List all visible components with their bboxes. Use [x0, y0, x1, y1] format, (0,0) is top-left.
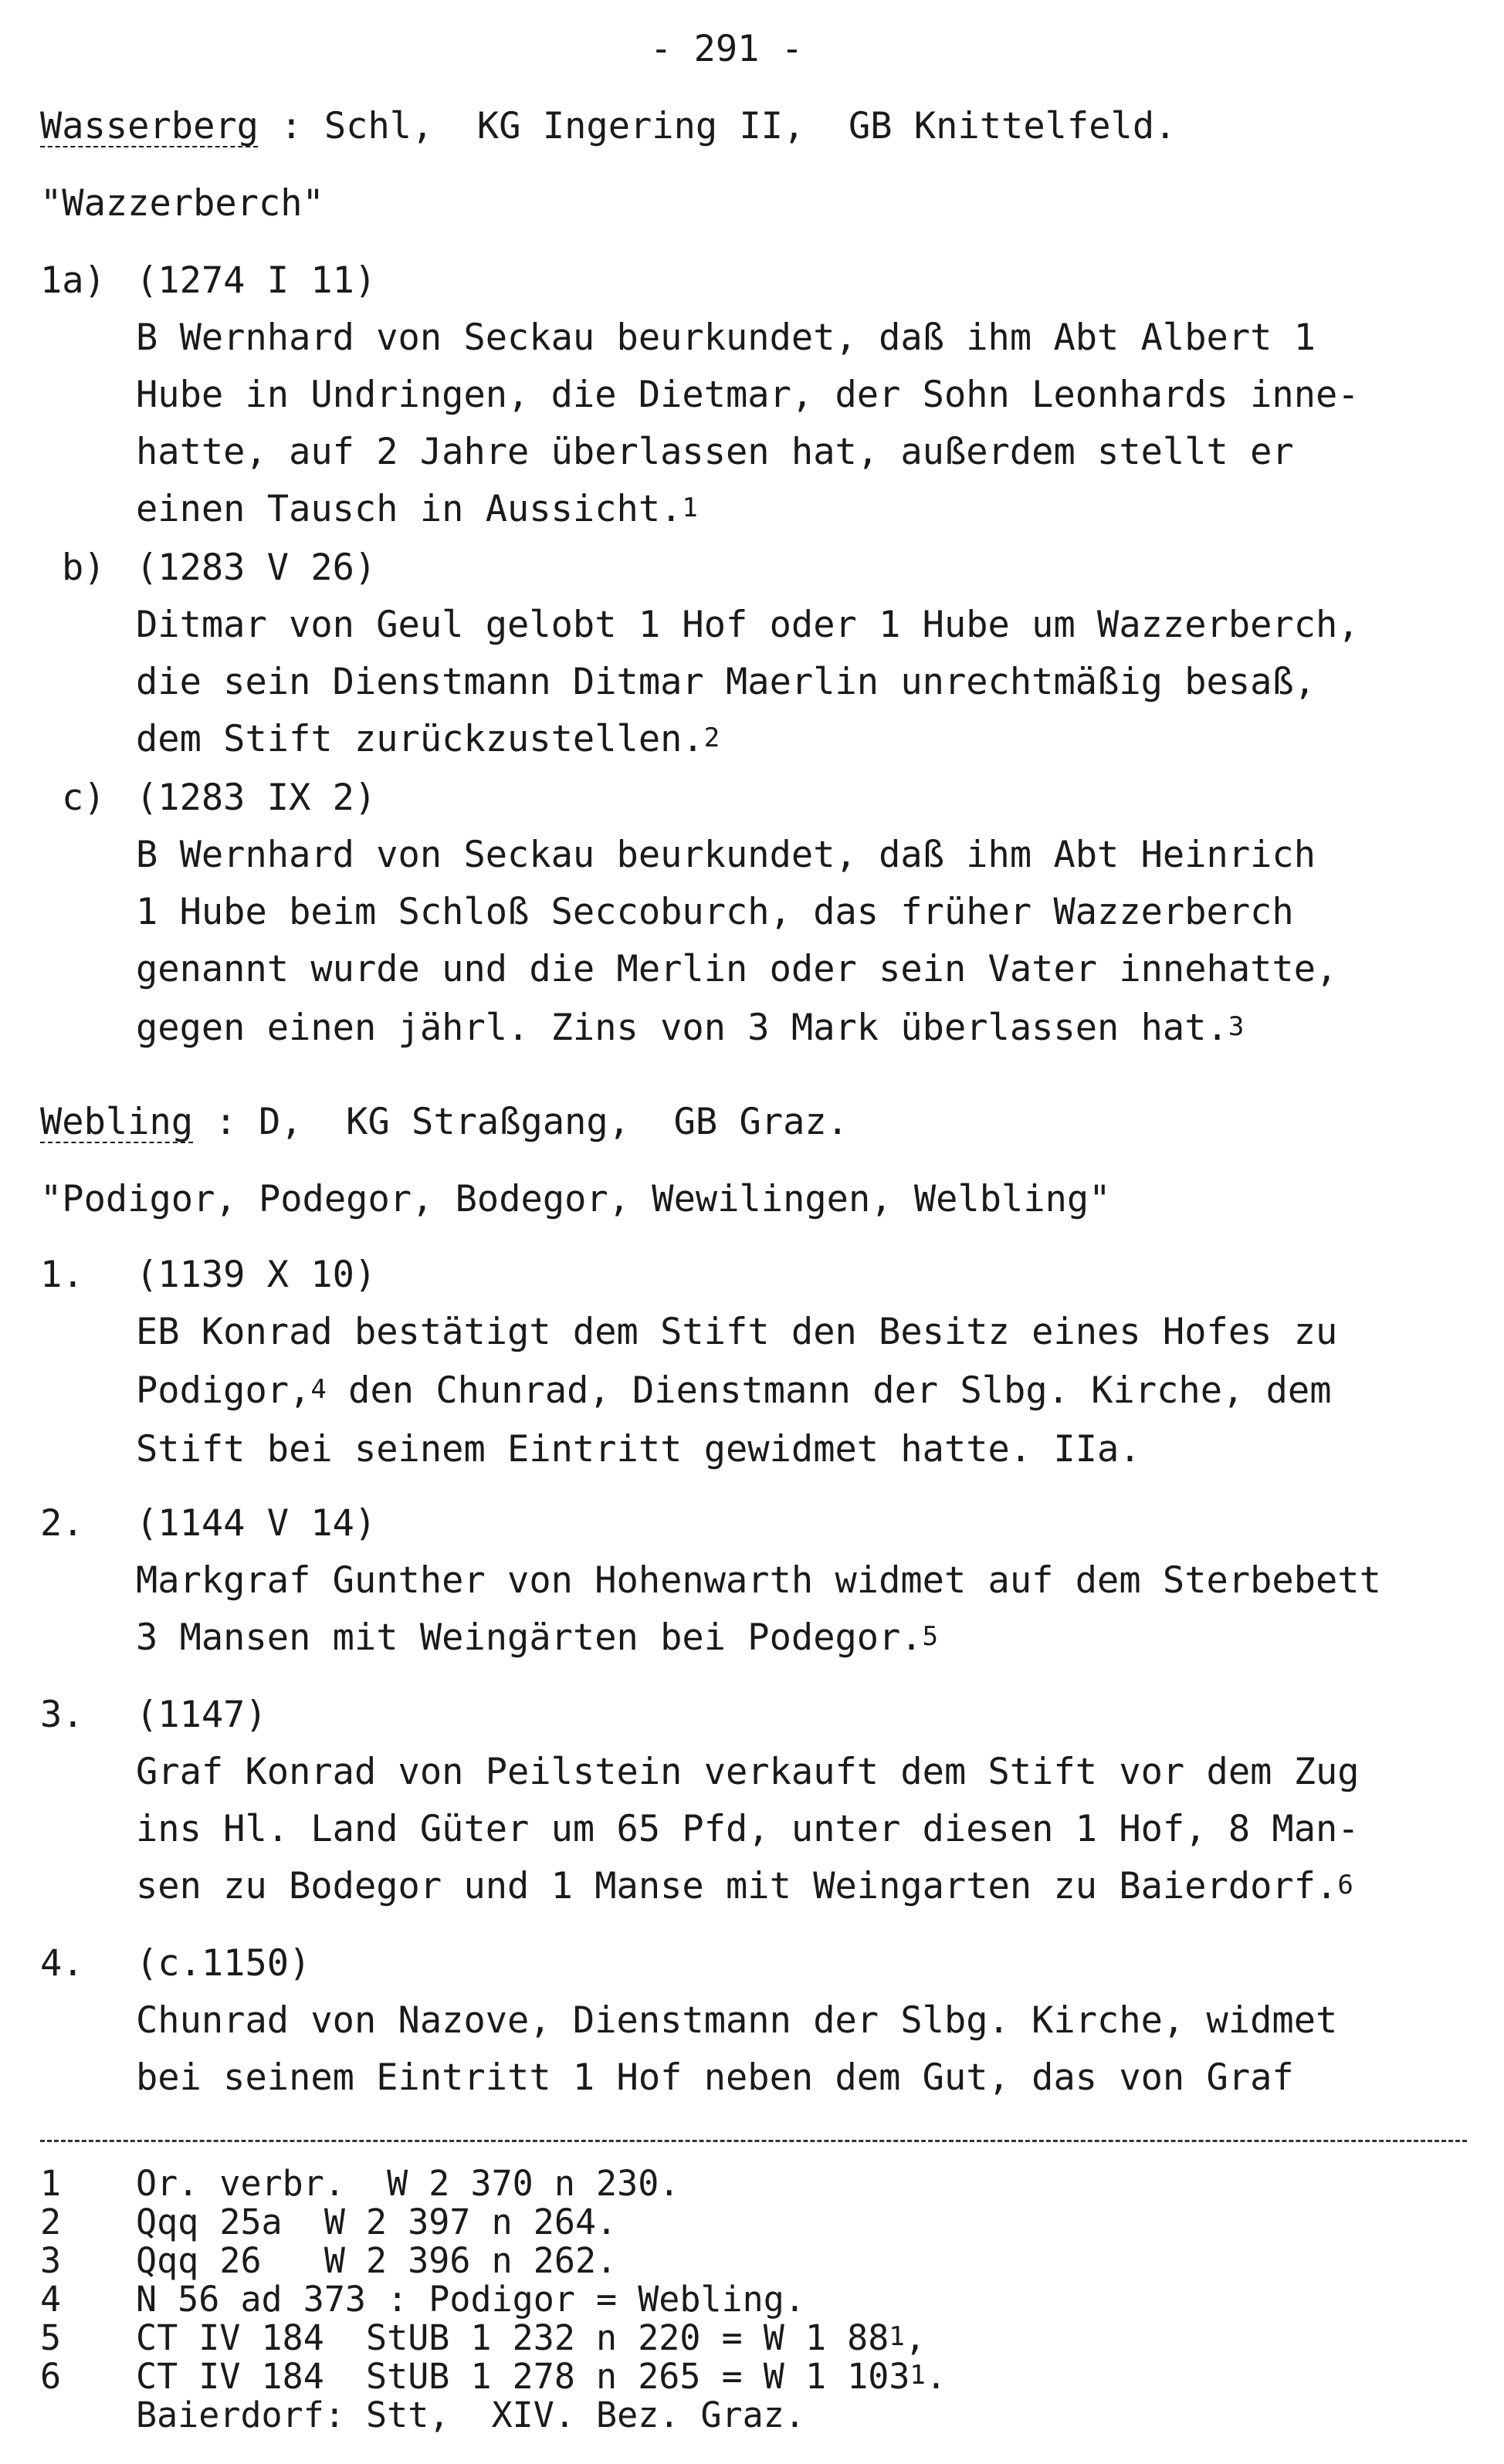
footnote-number: 5	[40, 2317, 62, 2358]
footnote-ref: 4	[310, 1374, 327, 1405]
entry-separator: :	[193, 1101, 259, 1143]
entry-name: Webling	[40, 1101, 194, 1143]
entry-heading	[40, 1101, 849, 1143]
footnote-punct: .	[925, 2356, 947, 2397]
item-line	[136, 1616, 939, 1659]
item-line	[136, 718, 720, 760]
item-line: hatte, auf 2 Jahre überlassen hat, außerdem stellt er	[136, 431, 1294, 473]
entry-description: Schl, KG Ingering II, GB Knittelfeld.	[323, 105, 1177, 147]
item-label: 1.	[40, 1254, 84, 1296]
item-line-text: 3 Mansen mit Weingärten bei Podegor.	[136, 1616, 923, 1659]
item-date: (1274 I 11)	[136, 259, 377, 302]
entry-variants: "Podigor, Podegor, Bodegor, Wewilingen, Welbling"	[40, 1178, 1111, 1220]
footnote-sup: 1	[889, 2321, 905, 2352]
item-date: (c.1150)	[136, 1942, 311, 1985]
footnote-number: 4	[40, 2279, 62, 2320]
item-line: Hube in Undringen, die Dietmar, der Sohn Leonhards inne-	[136, 374, 1360, 416]
item-line: ins Hl. Land Güter um 65 Pfd, unter diesen 1 Hof, 8 Man-	[136, 1808, 1360, 1850]
item-line: Ditmar von Geul gelobt 1 Hof oder 1 Hube um Wazzerberch,	[136, 604, 1360, 646]
item-line	[136, 488, 698, 530]
item-line: Stift bei seinem Eintritt gewidmet hatte. IIa.	[136, 1428, 1141, 1471]
item-line	[136, 1369, 1332, 1412]
item-label: 1a)	[40, 259, 106, 302]
footnote-ref: 1	[682, 492, 698, 523]
item-line: EB Konrad bestätigt dem Stift den Besitz eines Hofes zu	[136, 1311, 1338, 1353]
footnote-ref: 3	[1228, 1011, 1245, 1042]
footnote-ref: 6	[1337, 1870, 1353, 1900]
item-line-text: Podigor,	[136, 1369, 311, 1412]
item-line: genannt wurde und die Merlin oder sein Vater innehatte,	[136, 948, 1338, 990]
item-line-text: einen Tausch in Aussicht.	[136, 488, 683, 530]
entry-separator: :	[258, 105, 324, 147]
item-line: 1 Hube beim Schloß Seccoburch, das früher Wazzerberch	[136, 891, 1294, 933]
item-date: (1139 X 10)	[136, 1254, 377, 1296]
footnote-ref: 5	[922, 1621, 939, 1652]
item-line: Markgraf Gunther von Hohenwarth widmet auf dem Sterbebett	[136, 1559, 1381, 1602]
footnote-text: N 56 ad 373 : Podigor = Webling.	[136, 2279, 805, 2320]
footnote-text	[136, 2317, 926, 2358]
footnote-punct: ,	[904, 2317, 926, 2358]
footnote-text: Or. verbr. W 2 370 n 230.	[136, 2163, 680, 2204]
entry-heading	[40, 105, 1177, 147]
footnote-number: 3	[40, 2240, 62, 2281]
item-line-text: dem Stift zurückzustellen.	[136, 718, 704, 760]
footnote-ref: 2	[703, 723, 720, 753]
item-line-text: gegen einen jährl. Zins von 3 Mark überlassen hat.	[136, 1007, 1228, 1049]
item-line-text: den Chunrad, Dienstmann der Slbg. Kirche, dem	[326, 1369, 1332, 1412]
item-date: (1147)	[136, 1694, 267, 1736]
item-line: bei seinem Eintritt 1 Hof neben dem Gut, das von Graf	[136, 2056, 1294, 2099]
footnote-number: 2	[40, 2202, 62, 2242]
item-line: B Wernhard von Seckau beurkundet, daß ihm Abt Heinrich	[136, 834, 1316, 876]
item-line: Chunrad von Nazove, Dienstmann der Slbg. Kirche, widmet	[136, 1999, 1338, 2042]
item-line-text: sen zu Bodegor und 1 Manse mit Weingarten zu Baierdorf.	[136, 1865, 1338, 1907]
footnote-text: Baierdorf: Stt, XIV. Bez. Graz.	[136, 2395, 805, 2435]
item-date: (1283 IX 2)	[136, 777, 377, 819]
footnote-text: Qqq 26 W 2 396 n 262.	[136, 2240, 618, 2281]
item-line	[136, 1865, 1353, 1907]
footnote-text: Qqq 25a W 2 397 n 264.	[136, 2202, 618, 2242]
item-label: c)	[62, 777, 106, 819]
footnote-text	[136, 2356, 947, 2397]
footnote-divider	[40, 2140, 1467, 2142]
entry-description: D, KG Straßgang, GB Graz.	[258, 1101, 849, 1143]
item-line: die sein Dienstmann Ditmar Maerlin unrechtmäßig besaß,	[136, 661, 1316, 703]
entry-name: Wasserberg	[40, 105, 259, 147]
footnote-text-main: CT IV 184 StUB 1 278 n 265 = W 1 103	[136, 2356, 910, 2397]
item-line: B Wernhard von Seckau beurkundet, daß ihm Abt Albert 1	[136, 316, 1316, 359]
footnote-text-main: CT IV 184 StUB 1 232 n 220 = W 1 88	[136, 2317, 889, 2358]
item-date: (1283 V 26)	[136, 547, 377, 589]
footnote-number: 1	[40, 2163, 62, 2204]
item-label: 3.	[40, 1694, 84, 1736]
item-label: 2.	[40, 1502, 84, 1545]
page-number: - 291 -	[650, 28, 804, 70]
item-label: 4.	[40, 1942, 84, 1985]
item-line: Graf Konrad von Peilstein verkauft dem Stift vor dem Zug	[136, 1751, 1360, 1793]
item-label: b)	[62, 547, 106, 589]
item-line	[136, 1007, 1245, 1049]
entry-variants: "Wazzerberch"	[40, 182, 324, 225]
footnote-sup: 1	[910, 2360, 926, 2391]
footnote-number: 6	[40, 2356, 62, 2397]
item-date: (1144 V 14)	[136, 1502, 377, 1545]
